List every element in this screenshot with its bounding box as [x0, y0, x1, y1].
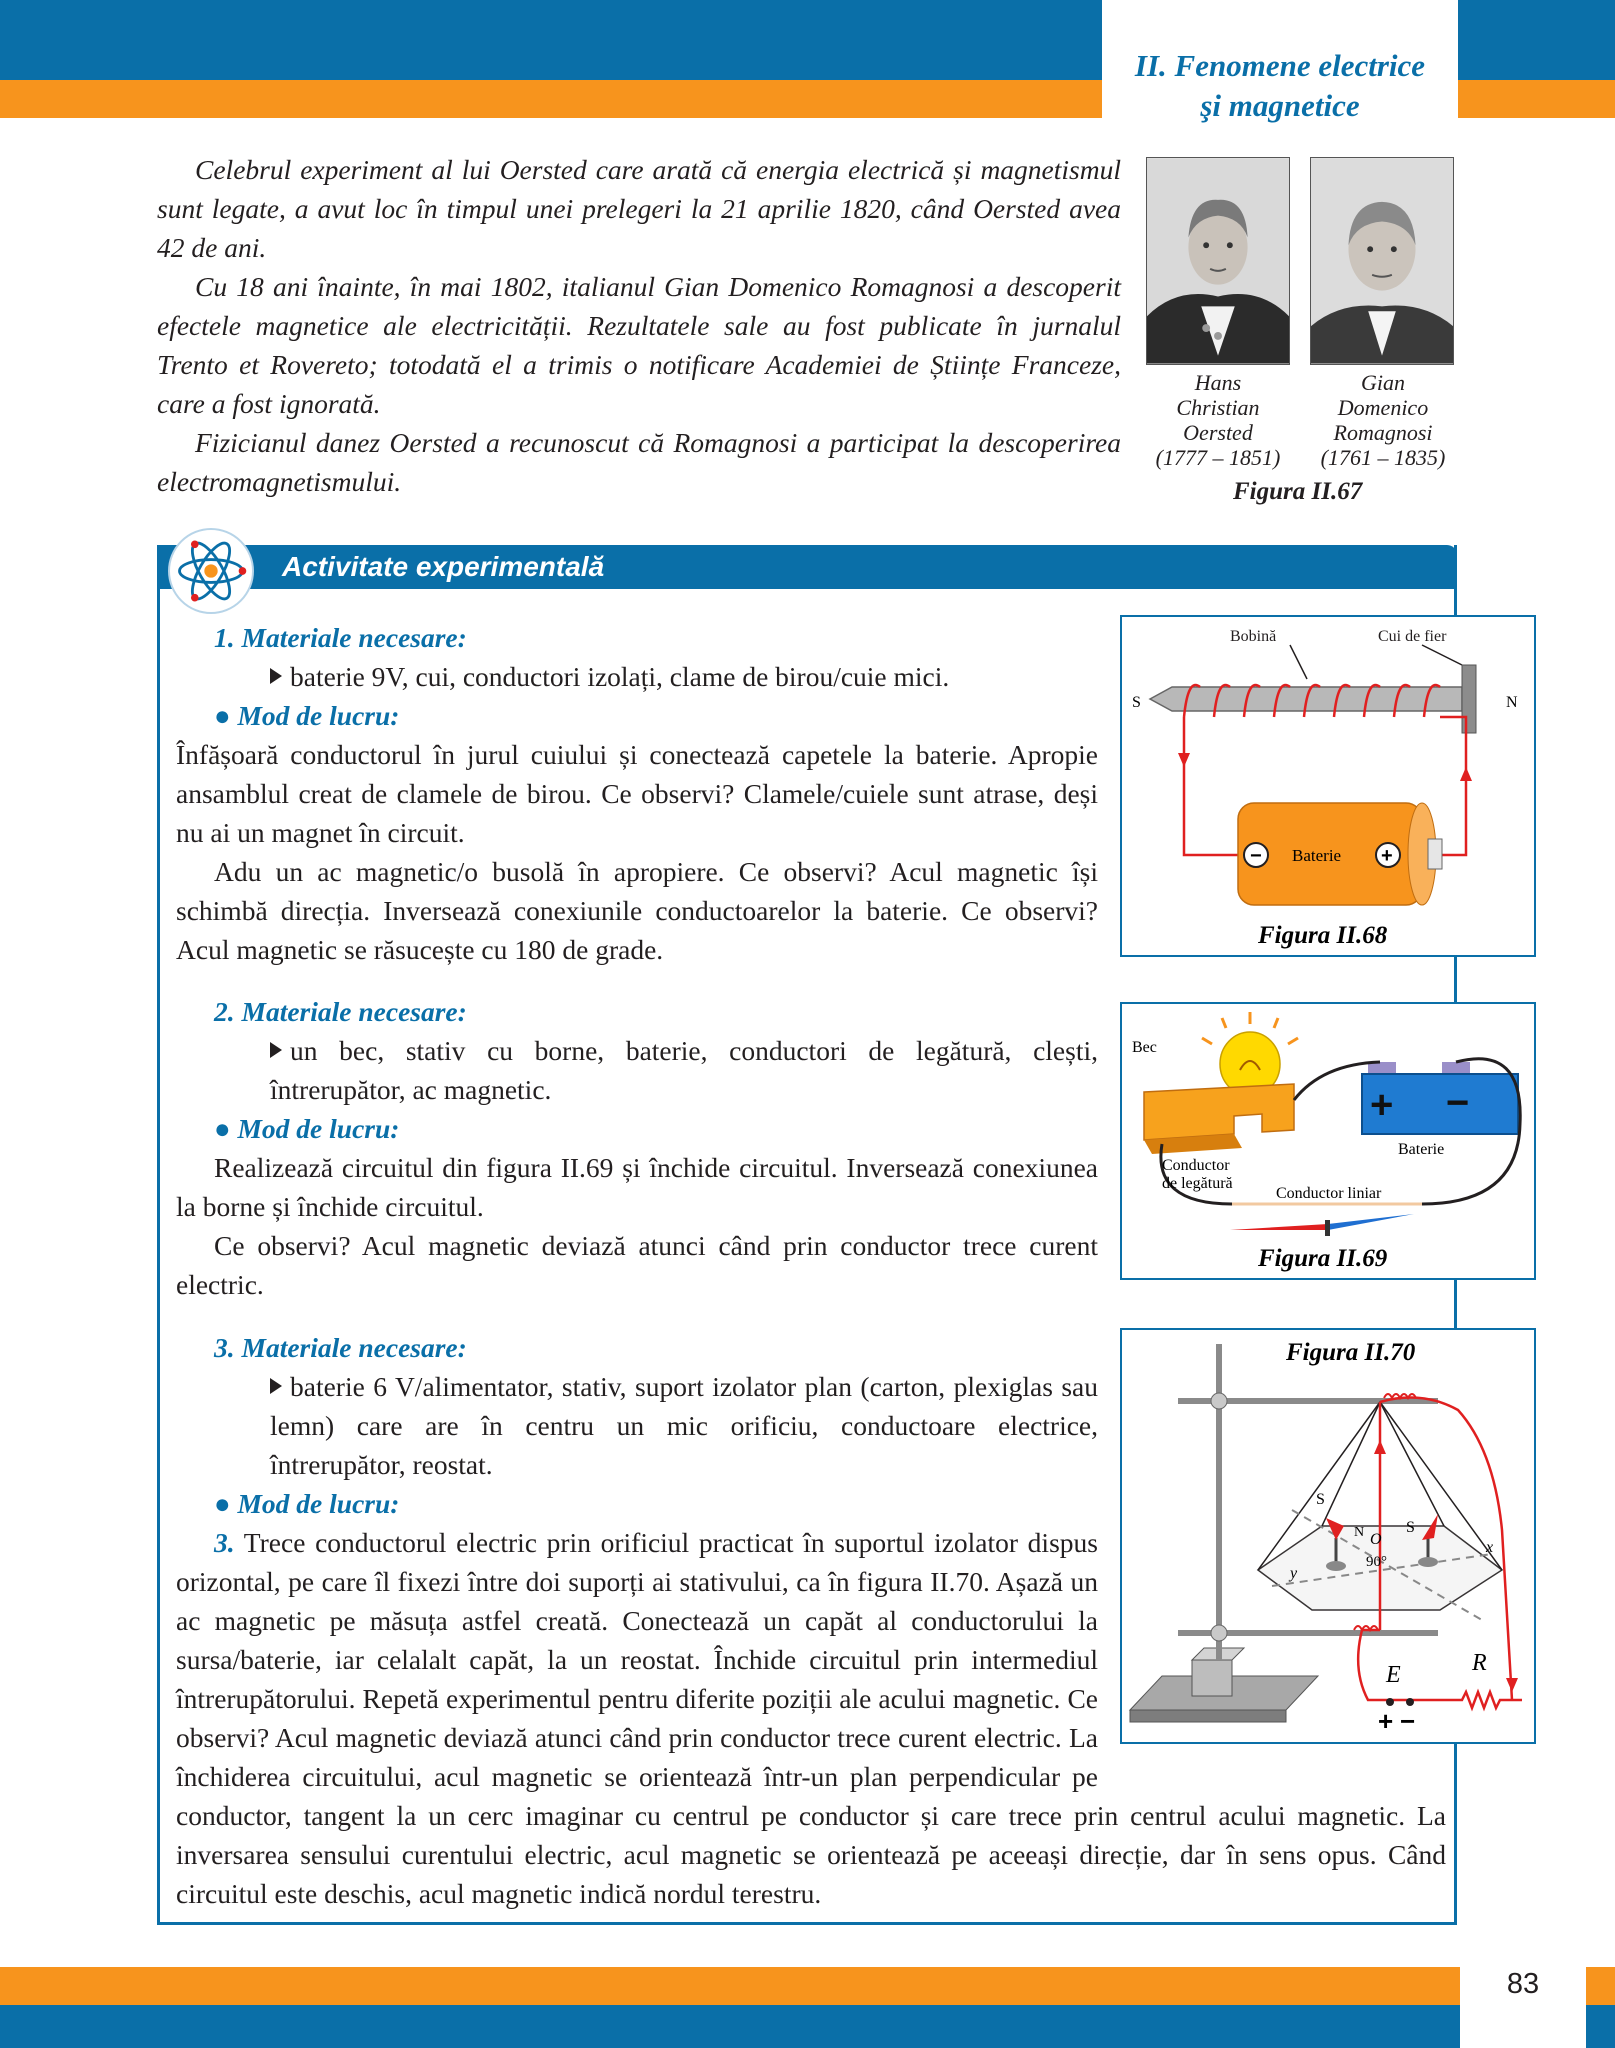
oersted-portrait [1146, 157, 1290, 365]
intro-text [157, 150, 1121, 501]
battery-terminal [1428, 839, 1442, 869]
section-2-paragraph-1: Realizează circuitul din figura II.69 și închide circuitul. Inversează conexiunea la borne și închide circuitul. [176, 1152, 1098, 1222]
y-axis-label: y [1290, 1565, 1298, 1582]
section-3-heading: 3. Materiale necesare: [214, 1332, 467, 1363]
source-label: E [1386, 1662, 1401, 1688]
caption-line: Oersted [1183, 420, 1253, 445]
chapter-title [1102, 46, 1458, 126]
battery-label: Baterie [1398, 1141, 1445, 1158]
intro-paragraph-1: Celebrul experiment al lui Oersted care arată că energia electrică și magnetismul sunt legate, a avut loc în timpul unei prelegeri la 21 aprilie 1820, când Oersted avea 42 de ani. [157, 154, 1121, 263]
current-arrow-up-icon [1460, 767, 1472, 781]
pole-s-label: S [1132, 694, 1141, 711]
caption-line: Romagnosi [1333, 420, 1433, 445]
chapter-title-line1: II. Fenomene electrice [1134, 48, 1426, 83]
header-band-blue-right [1458, 0, 1615, 80]
section-1-heading: 1. Materiale necesare: [214, 622, 467, 653]
x-axis-label: x [1486, 1539, 1494, 1556]
section-2-method-heading: ● Mod de lucru: [214, 1113, 400, 1144]
section-1-method-heading: ● Mod de lucru: [214, 700, 400, 731]
section-1-materials [176, 657, 1098, 696]
battery-plus: + [1370, 1083, 1394, 1127]
nail-head [1462, 665, 1476, 733]
needle-north [1230, 1224, 1328, 1230]
header-band-blue [0, 0, 1102, 80]
origin-label: O [1370, 1531, 1382, 1548]
romagnosi-portrait [1310, 157, 1454, 365]
current-arrow-down-icon [1178, 753, 1190, 767]
nail-pointer [1422, 645, 1462, 665]
source-plus: + [1378, 1706, 1394, 1736]
upper-clamp [1211, 1393, 1227, 1409]
figure-69-label: Figura II.69 [1258, 1245, 1388, 1272]
footer-band-orange [0, 1967, 1460, 2005]
section-3 [176, 1328, 1098, 1523]
bullet-triangle-icon [270, 1378, 282, 1394]
stand-base-front [1130, 1710, 1286, 1722]
terminal-minus [1406, 1698, 1414, 1706]
current-arrow-down-icon [1506, 1678, 1518, 1692]
figure-70 [1120, 1328, 1536, 1744]
needle-pivot [1325, 1220, 1330, 1236]
needle-south [1328, 1214, 1414, 1230]
bullet-triangle-icon [270, 1042, 282, 1058]
header-band-orange-right [1458, 80, 1615, 118]
nail-label: Cui de fier [1378, 628, 1447, 645]
figure-68 [1120, 615, 1536, 957]
clamp-block [1192, 1660, 1232, 1696]
coil-label: Bobină [1230, 628, 1277, 645]
caption-line: Domenico [1337, 395, 1429, 420]
intro-paragraph-3: Fizicianul danez Oersted a recunoscut că Romagnosi a participat la descoperirea electromagnetismului. [157, 427, 1121, 497]
battery-minus: − [1446, 1081, 1470, 1125]
figure-69 [1120, 1002, 1536, 1280]
minus-sign: − [1250, 845, 1262, 867]
source-minus: − [1400, 1706, 1416, 1736]
materials-text: un bec, stativ cu borne, baterie, conductori de legătură, clești, întrerupător, ac magnetic. [270, 1035, 1098, 1105]
atom-icon [168, 528, 254, 614]
caption-line: (1777 – 1851) [1155, 445, 1281, 470]
figure-70-label: Figura II.70 [1286, 1339, 1416, 1366]
section-1-paragraph-2: Adu un ac magnetic/o busolă în apropiere. Ce observi? Acul magnetic își schimbă direcția. Inversează conexiunile conductoarelor la baterie. Ce observi? Acul magnetic se răsucește cu 180 de grade. [176, 856, 1098, 965]
chapter-title-line2: şi magnetice [1200, 88, 1360, 123]
rheostat-label: R [1472, 1650, 1487, 1676]
intro-paragraph-2: Cu 18 ani înainte, în mai 1802, italianul Gian Domenico Romagnosi a descoperit efectele magnetice ale electricității. Rezultatele sale au fost publicate în jurnalul Trento et Rovereto; totodată el a trimis o notificare Academiei de Științe Franceze, care a fost ignorată. [157, 271, 1121, 419]
figure-68-label: Figura II.68 [1258, 922, 1388, 949]
figure-67-label: Figura II.67 [1233, 478, 1363, 505]
romagnosi-caption [1298, 370, 1468, 470]
wire-left [1184, 717, 1240, 855]
activity-title: Activitate experimentală [282, 551, 605, 582]
caption-line: Christian [1176, 395, 1260, 420]
terminal-plus [1386, 1698, 1394, 1706]
wire-label-line1: Conductor [1162, 1157, 1230, 1174]
header-band-orange [0, 80, 1102, 118]
materials-text: baterie 6 V/alimentator, stativ, suport izolator plan (carton, plexiglas sau lemn) care are în centru un mic orificiu, conductoare electrice, întrerupător, reostat. [270, 1371, 1098, 1480]
bulb-stand [1144, 1084, 1294, 1140]
bullet-triangle-icon [270, 668, 282, 684]
section-2-heading: 2. Materiale necesare: [214, 996, 467, 1027]
pole-s1-label: S [1316, 1491, 1325, 1508]
bulb-label: Bec [1132, 1039, 1157, 1056]
section-1-paragraph-1: Înfășoară conductorul în jurul cuiului și conectează capetele la baterie. Apropie ansamblul creat de clamele de birou. Ce observi? Clamele/cuiele sunt atrase, deși nu ai un magnet în circuit. [176, 739, 1098, 848]
coil-pointer [1290, 645, 1307, 679]
plus-sign: + [1381, 845, 1393, 867]
caption-line: Gian [1361, 370, 1405, 395]
section-3-step-number: 3. [214, 1527, 235, 1558]
section-2-materials-first [176, 1031, 1098, 1109]
pole-n1-label: N [1354, 1525, 1365, 1540]
materials-text: baterie 9V, cui, conductori izolați, clame de birou/cuie mici. [290, 661, 950, 692]
caption-line: Hans [1194, 370, 1242, 395]
footer-band-blue-right [1586, 2005, 1615, 2048]
lower-clamp [1211, 1625, 1227, 1641]
pole-s2-label: S [1406, 1519, 1415, 1536]
current-arrow-up-icon [1374, 1440, 1386, 1454]
footer-band-blue [0, 2005, 1460, 2048]
section-2 [176, 992, 1098, 1304]
needle-base-right [1418, 1557, 1438, 1567]
oersted-caption [1133, 370, 1303, 470]
needle-base-left [1326, 1561, 1346, 1571]
section-3-paragraph-text: Trece conductorul electric prin orificiul practicat în suportul izolator dispus orizontal, pe care îl fixezi între doi suporți ai stativului, ca în figura II.70. Așază un ac magnetic pe măsuța astfel creată. Conectează un capăt al conductorului la sursa/baterie, iar celalalt capăt, la un reostat. Închide circuitul prin intermediul întrerupătorului. Repetă experimentul pentru diferite poziții ale acului magnetic. Ce observi? Acul magnetic deviază atunci când prin conductor trece curent electric. La închiderea circuitului, acul magnetic se orientează într-un plan perpendicular pe conductor, tangent la un cerc imaginar cu centrul pe conductor și care trece prin centrul acului magnetic. La inversarea sensului curentului electric, acul magnetic se orientează pe aceeași direcție, dar în sens opus. Când circuitul este deschis, acul magnetic indică nordul terestru. [176, 1527, 1446, 1909]
rheostat-zigzag [1442, 1692, 1522, 1708]
pole-n-label: N [1506, 694, 1518, 711]
wire-label-line2: de legătură [1162, 1175, 1233, 1192]
stand-rod [1216, 1344, 1222, 1660]
section-3-materials [176, 1367, 1098, 1484]
battery-label: Baterie [1292, 846, 1342, 865]
section-2-paragraph-2: Ce observi? Acul magnetic deviază atunci când prin conductor trece curent electric. [176, 1230, 1098, 1300]
angle-label: 90° [1366, 1554, 1387, 1570]
section-3-method-heading: ● Mod de lucru: [214, 1488, 400, 1519]
caption-line: (1761 – 1835) [1320, 445, 1446, 470]
linear-conductor-label: Conductor liniar [1276, 1185, 1382, 1202]
page-number: 83 [1506, 1968, 1540, 2000]
section-1 [176, 618, 1098, 969]
footer-band-orange-right [1586, 1967, 1615, 2005]
